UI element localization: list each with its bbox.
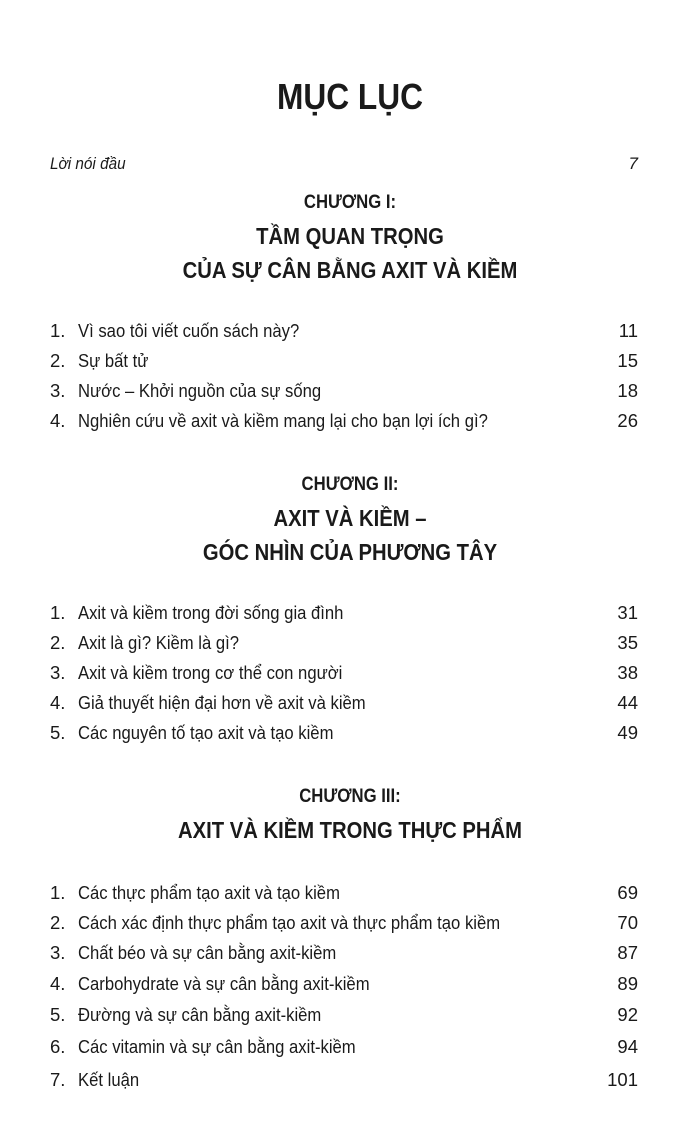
- entry-page: 11: [618, 320, 638, 341]
- toc-entry[interactable]: [50, 379, 638, 403]
- entry-number: 1.: [50, 602, 66, 623]
- entry-number: 1.: [50, 882, 66, 903]
- toc-entry[interactable]: [50, 691, 638, 715]
- entry-number: 4.: [50, 692, 66, 713]
- toc-entry-preface[interactable]: [50, 152, 638, 176]
- entry-number: 4.: [50, 410, 66, 431]
- chapter-kicker: CHƯƠNG II:: [301, 474, 399, 495]
- entry-label: Chất béo và sự cân bằng axit-kiềm: [78, 942, 337, 963]
- chapter-title-line: AXIT VÀ KIỀM –: [273, 505, 427, 531]
- toc-entry[interactable]: [50, 319, 638, 343]
- chapter-title-line: GÓC NHÌN CỦA PHƯƠNG TÂY: [202, 539, 498, 565]
- toc-entry[interactable]: [50, 601, 638, 625]
- entry-number: 3.: [50, 942, 66, 963]
- entry-label: Lời nói đầu: [50, 154, 126, 173]
- entry-number: 7.: [50, 1069, 66, 1090]
- entry-page: 70: [617, 912, 638, 933]
- toc-entry[interactable]: [50, 721, 638, 745]
- entry-label: Giả thuyết hiện đại hơn về axit và kiềm: [78, 692, 366, 713]
- entry-page: 69: [617, 882, 638, 903]
- entry-page: 38: [617, 662, 638, 683]
- entry-number: 6.: [50, 1036, 66, 1057]
- toc-entry[interactable]: [50, 972, 638, 996]
- toc-entry[interactable]: [50, 1068, 638, 1092]
- entry-number: 1.: [50, 320, 66, 341]
- entry-number: 3.: [50, 380, 66, 401]
- entry-page: 44: [617, 692, 638, 713]
- entry-number: 3.: [50, 662, 66, 683]
- entry-label: Các nguyên tố tạo axit và tạo kiềm: [78, 722, 334, 743]
- entry-label: Cách xác định thực phẩm tạo axit và thực phẩm tạo kiềm: [78, 912, 501, 933]
- entry-label: Các vitamin và sự cân bằng axit-kiềm: [78, 1036, 356, 1057]
- entry-label: Kết luận: [78, 1069, 140, 1090]
- entry-page: 26: [617, 410, 638, 431]
- entry-label: Sự bất tử: [78, 350, 149, 371]
- entry-page: 7: [628, 154, 638, 173]
- entry-page: 101: [607, 1069, 638, 1090]
- entry-number: 2.: [50, 350, 66, 371]
- entry-label: Nước – Khởi nguồn của sự sống: [78, 380, 322, 401]
- chapter-kicker: CHƯƠNG III:: [299, 786, 401, 807]
- entry-label: Các thực phẩm tạo axit và tạo kiềm: [78, 882, 340, 903]
- toc-entry[interactable]: [50, 409, 638, 433]
- entry-page: 31: [617, 602, 638, 623]
- entry-page: 87: [617, 942, 638, 963]
- entry-label: Vì sao tôi viết cuốn sách này?: [78, 320, 300, 341]
- entry-label: Axit là gì? Kiềm là gì?: [78, 632, 240, 653]
- toc-entry[interactable]: [50, 1035, 638, 1059]
- toc-entry[interactable]: [50, 631, 638, 655]
- chapter-title-line: CỦA SỰ CÂN BẰNG AXIT VÀ KIỀM: [182, 257, 518, 283]
- chapter-title-line: TẦM QUAN TRỌNG: [256, 223, 444, 249]
- entry-label: Axit và kiềm trong đời sống gia đình: [78, 602, 344, 623]
- chapter-title-line: AXIT VÀ KIỀM TRONG THỰC PHẨM: [177, 817, 522, 843]
- entry-page: 94: [617, 1036, 638, 1057]
- entry-label: Nghiên cứu về axit và kiềm mang lại cho bạn lợi ích gì?: [78, 410, 488, 431]
- entry-page: 35: [617, 632, 638, 653]
- entry-number: 5.: [50, 1004, 66, 1025]
- toc-entry[interactable]: [50, 881, 638, 905]
- toc-entry[interactable]: [50, 661, 638, 685]
- entry-label: Đường và sự cân bằng axit-kiềm: [78, 1004, 322, 1025]
- entry-page: 92: [617, 1004, 638, 1025]
- toc-entry[interactable]: [50, 941, 638, 965]
- page-title: MỤC LỤC: [276, 76, 424, 118]
- entry-page: 49: [617, 722, 638, 743]
- entry-number: 2.: [50, 632, 66, 653]
- toc-entry[interactable]: [50, 349, 638, 373]
- entry-page: 18: [617, 380, 638, 401]
- entry-label: Axit và kiềm trong cơ thể con người: [78, 662, 343, 683]
- entry-number: 2.: [50, 912, 66, 933]
- entry-label: Carbohydrate và sự cân bằng axit-kiềm: [78, 973, 370, 994]
- chapter-kicker: CHƯƠNG I:: [303, 192, 397, 213]
- toc-entry[interactable]: [50, 1003, 638, 1027]
- entry-number: 4.: [50, 973, 66, 994]
- toc-entry[interactable]: [50, 911, 638, 935]
- entry-page: 15: [617, 350, 638, 371]
- entry-page: 89: [617, 973, 638, 994]
- entry-number: 5.: [50, 722, 66, 743]
